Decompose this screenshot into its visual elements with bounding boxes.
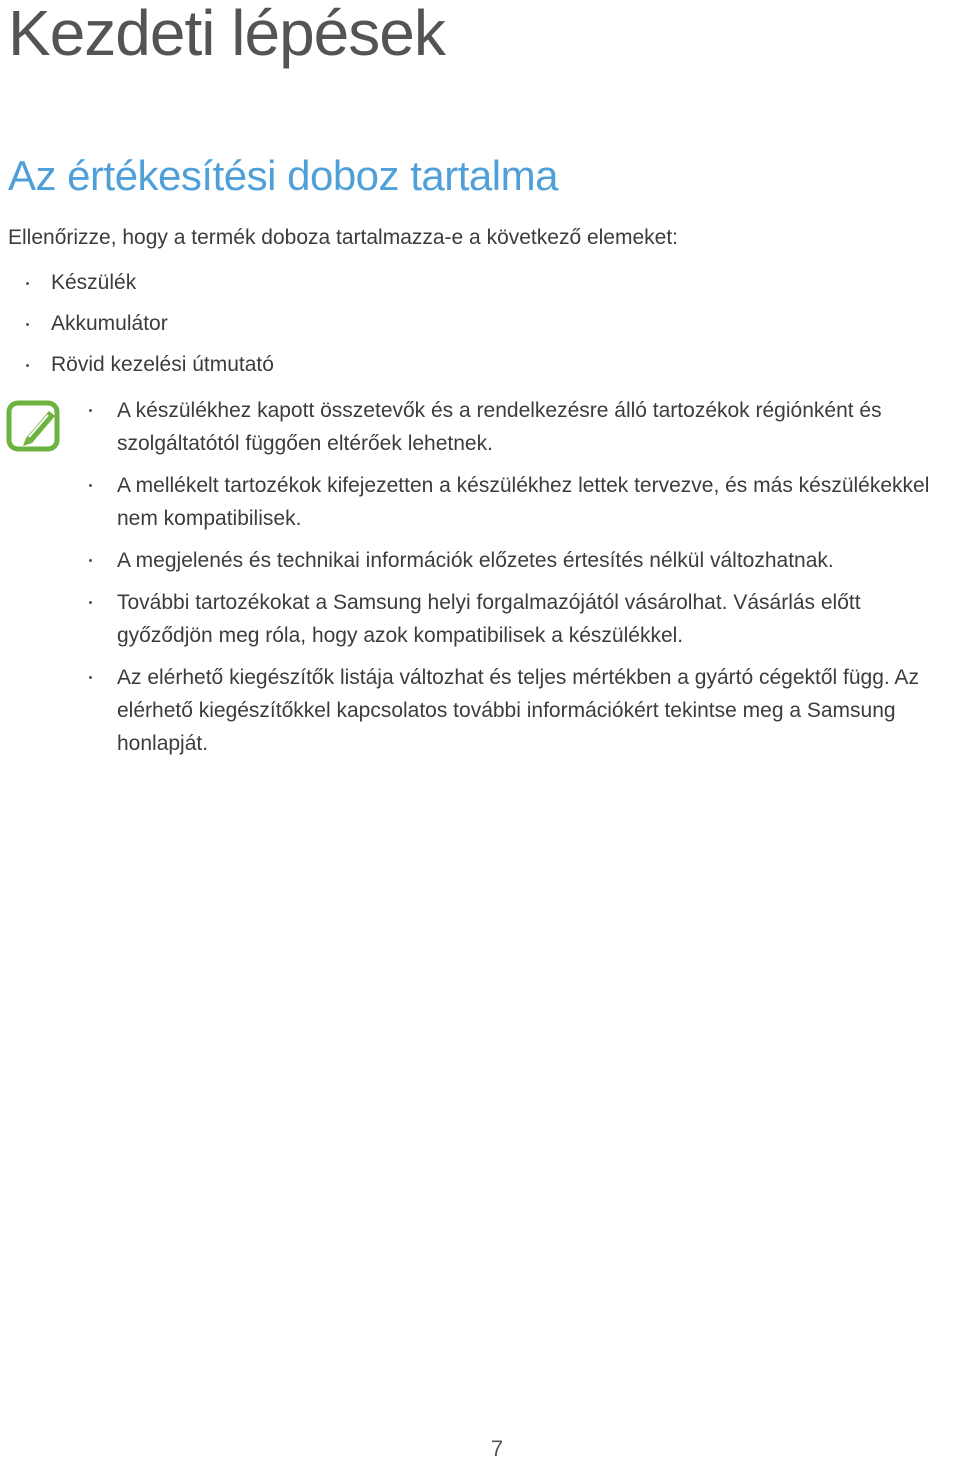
chapter-title: Kezdeti lépések <box>8 0 445 69</box>
note-item: A megjelenés és technikai információk előzetes értesítés nélkül változhatnak. <box>0 544 960 577</box>
page-number: 7 <box>490 1436 504 1461</box>
list-item: Akkumulátor <box>0 309 274 350</box>
note-item: További tartozékokat a Samsung helyi forgalmazójától vásárolhat. Vásárlás előtt győződjön meg róla, hogy azok kompatibilisek a készülékkel. <box>0 586 960 652</box>
section-intro: Ellenőrizze, hogy a termék doboza tartalmazza-e a következő elemeket: <box>8 226 679 249</box>
note-list <box>0 394 960 769</box>
box-contents-list <box>0 268 274 391</box>
list-item: Rövid kezelési útmutató <box>0 350 274 391</box>
note-item: Az elérhető kiegészítők listája változhat és teljes mértékben a gyártó cégektől függ. Az elérhető kiegészítőkkel kapcsolatos további információkért tekintse meg a Samsung honlapját. <box>0 661 960 760</box>
note-item: A készülékhez kapott összetevők és a rendelkezésre álló tartozékok régiónként és szolgáltatótól függően eltérőek lehetnek. <box>0 394 960 460</box>
list-item: Készülék <box>0 268 274 309</box>
section-title: Az értékesítési doboz tartalma <box>8 152 558 199</box>
note-item: A mellékelt tartozékok kifejezetten a készülékhez lettek tervezve, és más készülékekkel nem kompatibilisek. <box>0 469 960 535</box>
